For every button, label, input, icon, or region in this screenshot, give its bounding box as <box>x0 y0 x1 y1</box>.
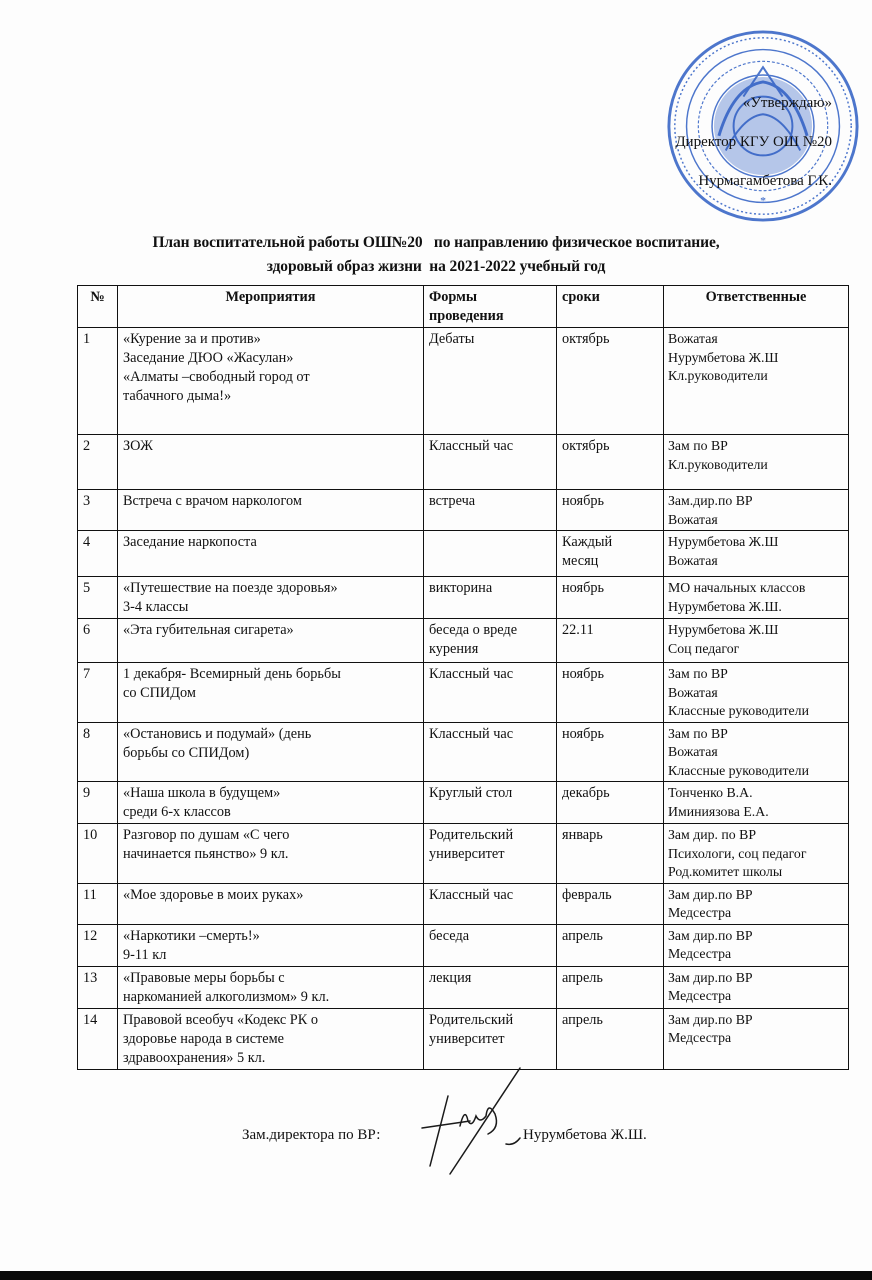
cell-responsible-line: Классные руководители <box>668 762 809 778</box>
cell-responsible-line: Медсестра <box>668 946 732 961</box>
cell-responsible <box>664 824 849 884</box>
cell-event-line: со СПИДом <box>123 685 196 701</box>
cell-term-line: ноябрь <box>562 580 605 596</box>
cell-term-line: 22.11 <box>562 622 594 638</box>
approval-name: Нурмагамбетова Г.К. <box>698 173 832 189</box>
cell-form-line: университет <box>429 846 505 862</box>
cell-term <box>557 924 664 966</box>
cell-event-line: Разговор по душам «С чего <box>123 827 290 843</box>
cell-responsible-line: Зам дир. по ВР <box>668 827 757 842</box>
cell-event-line: табачного дыма!» <box>123 388 232 404</box>
cell-term <box>557 663 664 723</box>
cell-event-line: 3-4 классы <box>123 599 189 615</box>
cell-responsible <box>664 1008 849 1069</box>
cell-responsible <box>664 619 849 663</box>
plan-table <box>77 285 849 1070</box>
cell-term-line: месяц <box>562 553 599 569</box>
title-line-1: План воспитательной работы ОШ№20 по направлению физическое воспитание, <box>152 234 720 251</box>
cell-event <box>118 1008 424 1069</box>
cell-term <box>557 490 664 531</box>
table-row <box>78 722 849 782</box>
cell-responsible-line: Зам.дир.по ВР <box>668 493 753 508</box>
cell-term-line: Каждый <box>562 534 613 550</box>
cell-term-line: декабрь <box>562 785 610 801</box>
cell-responsible-line: Медсестра <box>668 1030 732 1045</box>
bottom-edge <box>0 1271 872 1280</box>
table-row <box>78 531 849 577</box>
cell-form <box>424 722 557 782</box>
cell-event <box>118 924 424 966</box>
cell-responsible-line: Кл.руководители <box>668 456 768 472</box>
cell-responsible-line: Род.комитет школы <box>668 864 783 879</box>
cell-event-line: среди 6-х классов <box>123 804 231 820</box>
cell-event-line: 1 декабря- Всемирный день борьбы <box>123 666 341 682</box>
header-form: Формы проведения <box>424 286 557 328</box>
cell-event-line: «Правовые меры борьбы с <box>123 969 285 986</box>
cell-form <box>424 782 557 824</box>
cell-form-line: Классный час <box>429 438 514 454</box>
cell-form <box>424 577 557 619</box>
cell-event <box>118 782 424 824</box>
cell-event <box>118 490 424 531</box>
cell-term <box>557 966 664 1008</box>
cell-term-line: октябрь <box>562 331 610 347</box>
cell-event <box>118 531 424 577</box>
table-row <box>78 328 849 435</box>
cell-term-line: ноябрь <box>562 666 605 682</box>
cell-term-line: апрель <box>562 927 603 944</box>
cell-form <box>424 435 557 490</box>
cell-number: 3 <box>78 490 118 531</box>
cell-responsible-line: Классные руководители <box>668 703 809 718</box>
cell-event-line: «Эта губительная сигарета» <box>123 622 294 638</box>
approval-heading: «Утверждаю» <box>742 95 832 111</box>
cell-responsible-line: Зам дир.по ВР <box>668 1011 753 1027</box>
plan-table-body <box>78 328 849 1070</box>
cell-form <box>424 924 557 966</box>
cell-event <box>118 663 424 723</box>
header-responsible: Ответственные <box>664 286 849 328</box>
cell-event <box>118 619 424 663</box>
cell-responsible-line: Психологи, соц педагог <box>668 845 807 861</box>
cell-responsible <box>664 924 849 966</box>
cell-form-line: Дебаты <box>429 331 475 347</box>
approval-block <box>675 84 832 201</box>
cell-responsible-line: Тонченко В.А. <box>668 785 753 800</box>
cell-term-line: январь <box>562 827 603 843</box>
cell-number: 13 <box>78 966 118 1008</box>
cell-term-line: октябрь <box>562 438 610 454</box>
cell-responsible-line: Нурумбетова Ж.Ш <box>668 349 779 365</box>
cell-number: 5 <box>78 577 118 619</box>
cell-form-line: Классный час <box>429 725 514 742</box>
cell-number: 7 <box>78 663 118 723</box>
cell-responsible-line: Кл.руководители <box>668 368 768 383</box>
cell-responsible-line: Медсестра <box>668 905 732 920</box>
header-term: сроки <box>557 286 664 328</box>
cell-event-line: «Мое здоровье в моих руках» <box>123 886 304 903</box>
cell-event <box>118 883 424 924</box>
cell-event-line: борьбы со СПИДом) <box>123 744 250 761</box>
cell-event-line: «Алматы –свободный город от <box>123 369 310 385</box>
cell-responsible-line: Соц педагог <box>668 640 740 656</box>
cell-form-line: Родительский <box>429 1011 514 1028</box>
table-row <box>78 924 849 966</box>
cell-number: 11 <box>78 883 118 924</box>
cell-form-line: Родительский <box>429 827 514 843</box>
cell-responsible <box>664 435 849 490</box>
cell-term-line: февраль <box>562 886 612 903</box>
table-row <box>78 490 849 531</box>
cell-event-line: наркоманией алкоголизмом» 9 кл. <box>123 988 330 1005</box>
cell-form <box>424 824 557 884</box>
cell-form-line: Круглый стол <box>429 785 513 801</box>
cell-form <box>424 663 557 723</box>
cell-responsible-line: Нурумбетова Ж.Ш. <box>668 598 782 614</box>
cell-event <box>118 328 424 435</box>
cell-number: 1 <box>78 328 118 435</box>
cell-event-line: начинается пьянство» 9 кл. <box>123 846 289 862</box>
cell-responsible <box>664 577 849 619</box>
cell-responsible <box>664 883 849 924</box>
approval-position: Директор КГУ ОШ №20 <box>675 134 832 150</box>
cell-form <box>424 883 557 924</box>
cell-responsible <box>664 531 849 577</box>
cell-term-line: ноябрь <box>562 725 605 742</box>
cell-responsible-line: Вожатая <box>668 511 718 527</box>
table-row <box>78 619 849 663</box>
table-row <box>78 883 849 924</box>
cell-event <box>118 435 424 490</box>
cell-event-line: Встреча с врачом наркологом <box>123 493 302 509</box>
cell-term <box>557 619 664 663</box>
cell-event-line: Правовой всеобуч «Кодекс РК о <box>123 1011 319 1028</box>
title-line-2: здоровый образ жизни на 2021-2022 учебный год <box>266 258 606 275</box>
cell-form <box>424 328 557 435</box>
cell-event-line: ЗОЖ <box>123 438 153 454</box>
cell-event-line: здоровье народа в системе <box>123 1030 285 1047</box>
cell-form-line: Классный час <box>429 666 514 682</box>
cell-responsible-line: Вожатая <box>668 744 718 759</box>
cell-event-line: «Остановись и подумай» (день <box>123 725 312 742</box>
table-header-row <box>78 286 849 328</box>
cell-event <box>118 722 424 782</box>
cell-number: 14 <box>78 1008 118 1069</box>
cell-event-line: Заседание ДЮО «Жасулан» <box>123 350 294 366</box>
signature-name: Нурумбетова Ж.Ш. <box>523 1127 647 1143</box>
cell-number: 8 <box>78 722 118 782</box>
table-row <box>78 435 849 490</box>
cell-responsible <box>664 966 849 1008</box>
cell-responsible <box>664 663 849 723</box>
table-row <box>78 577 849 619</box>
cell-event-line: «Наша школа в будущем» <box>123 785 281 801</box>
cell-term <box>557 577 664 619</box>
document-title <box>0 231 872 279</box>
table-row <box>78 966 849 1008</box>
signature-label: Зам.директора по ВР: <box>242 1127 381 1143</box>
cell-term <box>557 782 664 824</box>
cell-event-line: 9-11 кл <box>123 946 167 963</box>
cell-event-line: «Путешествие на поезде здоровья» <box>123 580 338 596</box>
table-row <box>78 782 849 824</box>
cell-responsible <box>664 490 849 531</box>
cell-term <box>557 824 664 884</box>
cell-form <box>424 490 557 531</box>
header-event: Мероприятия <box>118 286 424 328</box>
cell-number: 10 <box>78 824 118 884</box>
cell-event <box>118 824 424 884</box>
cell-term <box>557 435 664 490</box>
cell-responsible-line: Вожатая <box>668 331 718 346</box>
cell-responsible-line: Иминиязова Е.А. <box>668 803 769 819</box>
cell-number: 2 <box>78 435 118 490</box>
cell-form-line: курения <box>429 641 479 657</box>
table-row <box>78 663 849 723</box>
cell-term <box>557 1008 664 1069</box>
cell-form-line: викторина <box>429 580 493 596</box>
cell-form <box>424 619 557 663</box>
cell-form-line: беседа <box>429 927 470 944</box>
cell-responsible-line: Зам дир.по ВР <box>668 886 753 902</box>
cell-number: 9 <box>78 782 118 824</box>
cell-form-line: университет <box>429 1030 505 1047</box>
cell-responsible-line: Вожатая <box>668 684 718 700</box>
cell-form-line: Классный час <box>429 886 514 903</box>
cell-event <box>118 966 424 1008</box>
cell-responsible-line: Зам по ВР <box>668 438 728 453</box>
cell-responsible-line: Зам по ВР <box>668 666 728 681</box>
cell-responsible-line: Зам дир.по ВР <box>668 927 753 943</box>
cell-form <box>424 531 557 577</box>
cell-event-line: здравоохранения» 5 кл. <box>123 1049 266 1066</box>
svg-text:*: * <box>760 194 766 208</box>
cell-responsible <box>664 782 849 824</box>
cell-responsible-line: Вожатая <box>668 552 718 568</box>
cell-form <box>424 966 557 1008</box>
cell-responsible-line: МО начальных классов <box>668 580 806 595</box>
cell-term-line: апрель <box>562 969 603 986</box>
cell-responsible <box>664 328 849 435</box>
cell-term <box>557 531 664 577</box>
cell-event-line: Заседание наркопоста <box>123 534 257 550</box>
handwritten-signature-icon <box>410 1066 545 1176</box>
table-row <box>78 1008 849 1069</box>
cell-form <box>424 1008 557 1069</box>
cell-term <box>557 883 664 924</box>
cell-form-line: лекция <box>429 969 472 986</box>
cell-number: 6 <box>78 619 118 663</box>
cell-form-line: беседа о вреде <box>429 622 518 638</box>
cell-term <box>557 328 664 435</box>
cell-responsible-line: Медсестра <box>668 988 732 1003</box>
cell-term-line: апрель <box>562 1011 603 1028</box>
cell-term-line: ноябрь <box>562 493 605 509</box>
cell-number: 4 <box>78 531 118 577</box>
cell-event <box>118 577 424 619</box>
cell-event-line: «Курение за и против» <box>123 331 261 347</box>
table-row <box>78 824 849 884</box>
cell-responsible-line: Нурумбетова Ж.Ш <box>668 622 779 637</box>
cell-form-line: встреча <box>429 493 476 509</box>
cell-event-line: «Наркотики –смерть!» <box>123 927 260 944</box>
cell-term <box>557 722 664 782</box>
header-number: № <box>78 286 118 328</box>
cell-responsible <box>664 722 849 782</box>
cell-number: 12 <box>78 924 118 966</box>
cell-responsible-line: Зам по ВР <box>668 725 728 741</box>
cell-responsible-line: Нурумбетова Ж.Ш <box>668 534 779 549</box>
cell-responsible-line: Зам дир.по ВР <box>668 969 753 985</box>
